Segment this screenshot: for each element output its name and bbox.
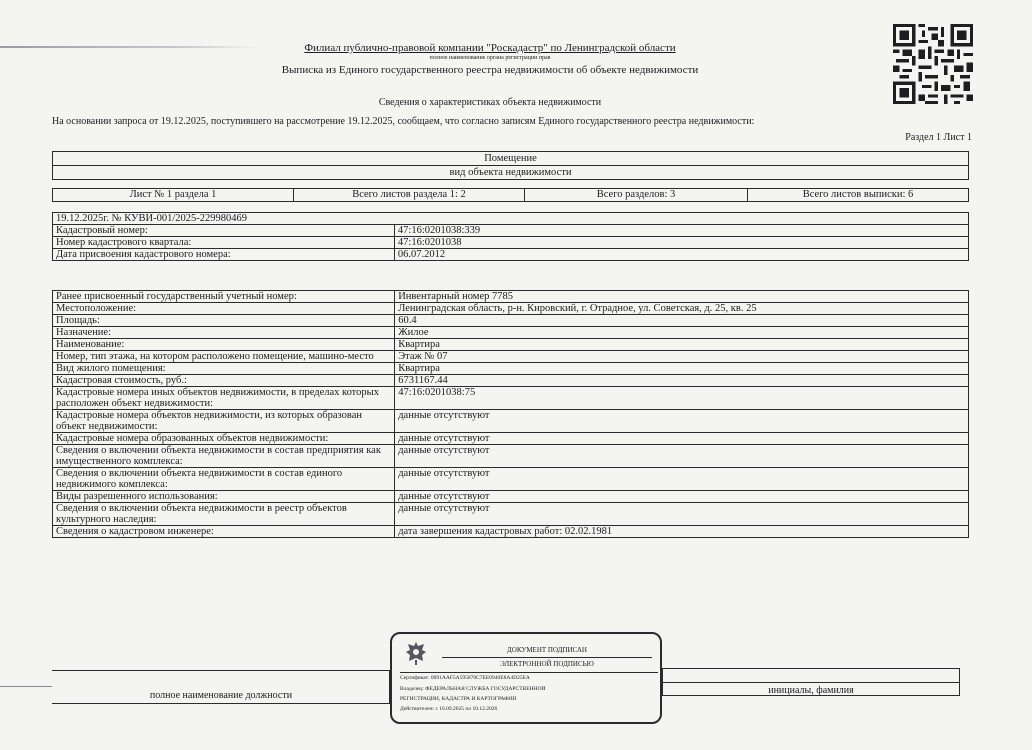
stamp-owner-line2: РЕГИСТРАЦИИ, КАДАСТРА И КАРТОГРАФИИ (400, 696, 517, 702)
row-value: данные отсутствуют (395, 491, 969, 503)
row-value: Квартира (395, 339, 969, 351)
object-type: Помещение (53, 152, 968, 166)
scan-artifact (0, 46, 260, 48)
electronic-signature-stamp (390, 632, 662, 724)
table-row (53, 249, 969, 261)
table-row (53, 291, 969, 303)
table-row (53, 327, 969, 339)
basis-text: На основании запроса от 19.12.2025, поступившего на рассмотрение 19.12.2025, сообщаем, что согласно записям Единого государственного реестра недвижимости: (52, 116, 755, 127)
object-type-caption: вид объекта недвижимости (449, 167, 572, 178)
total-sheets-section: Всего листов раздела 1: 2 (294, 189, 525, 201)
row-value: 60.4 (395, 315, 969, 327)
row-label: Ранее присвоенный государственный учетный номер: (53, 291, 395, 303)
row-value: 06.07.2012 (394, 249, 968, 261)
row-value: данные отсутствуют (395, 410, 969, 433)
row-label: Номер кадастрового квартала: (53, 237, 395, 249)
row-label: Местоположение: (53, 303, 395, 315)
qr-code-icon (893, 24, 973, 104)
stamp-line1: ДОКУМЕНТ ПОДПИСАН (507, 646, 587, 654)
table-row (53, 445, 969, 468)
coat-of-arms-icon (404, 640, 428, 666)
row-label: Кадастровые номера образованных объектов недвижимости: (53, 433, 395, 445)
row-label: Сведения о включении объекта недвижимости в состав единого недвижимого комплекса: (53, 468, 395, 491)
table-row (53, 503, 969, 526)
table-row (53, 237, 969, 249)
table-row (53, 351, 969, 363)
org-note: полное наименование органа регистрации прав (429, 55, 551, 61)
sheet-number: Лист № 1 раздела 1 (53, 189, 294, 201)
section-page-label: Раздел 1 Лист 1 (905, 132, 972, 143)
document-subtitle: Сведения о характеристиках объекта недвижимости (378, 97, 602, 108)
table-row (53, 491, 969, 503)
row-value: Квартира (395, 363, 969, 375)
object-type-box (52, 151, 969, 180)
row-label: Вид жилого помещения: (53, 363, 395, 375)
row-value: данные отсутствуют (395, 468, 969, 491)
row-label: Кадастровые номера иных объектов недвижимости, в пределах которых расположен объект недвижимости: (53, 387, 395, 410)
sheet-info-row (52, 188, 969, 202)
row-value: Этаж № 07 (395, 351, 969, 363)
table-row (53, 315, 969, 327)
org-name: Филиал публично-правовой компании "Роскадастр" по Ленинградской области (304, 42, 676, 54)
row-label: Назначение: (53, 327, 395, 339)
table-row (53, 410, 969, 433)
row-value: данные отсутствуют (395, 433, 969, 445)
table-row (53, 303, 969, 315)
row-value: дата завершения кадастровых работ: 02.02.1981 (395, 526, 969, 538)
table-row (53, 225, 969, 237)
row-label: Кадастровая стоимость, руб.: (53, 375, 395, 387)
row-value: данные отсутствуют (395, 503, 969, 526)
row-label: Кадастровые номера объектов недвижимости, из которых образован объект недвижимости: (53, 410, 395, 433)
row-label: Номер, тип этажа, на котором расположено помещение, машино-место (53, 351, 395, 363)
table-row (53, 339, 969, 351)
table-row (53, 375, 969, 387)
row-value: 47:16:0201038 (394, 237, 968, 249)
table-row (53, 363, 969, 375)
row-value: 47:16:0201038:75 (395, 387, 969, 410)
row-value: Жилое (395, 327, 969, 339)
position-caption: полное наименование должности (149, 690, 293, 701)
stamp-line2: ЭЛЕКТРОННОЙ ПОДПИСЬЮ (500, 660, 594, 668)
table-row (53, 468, 969, 491)
table-row (53, 387, 969, 410)
stamp-validity: Действителен: с 16.09.2025 по 10.12.2026 (400, 706, 498, 712)
row-label: Виды разрешенного использования: (53, 491, 395, 503)
stamp-certificate: Сертификат: 0091AAF5A595870C7EE0940E8A4D25EA (400, 675, 530, 681)
row-value: Инвентарный номер 7785 (395, 291, 969, 303)
ids-table (52, 212, 969, 261)
row-value: Ленинградская область, р-н. Кировский, г. Отрадное, ул. Советская, д. 25, кв. 25 (395, 303, 969, 315)
reference-row (53, 213, 969, 225)
row-label: Кадастровый номер: (53, 225, 395, 237)
total-sections: Всего разделов: 3 (525, 189, 748, 201)
signature-line (662, 682, 960, 683)
row-label: Дата присвоения кадастрового номера: (53, 249, 395, 261)
row-value: данные отсутствуют (395, 445, 969, 468)
row-label: Площадь: (53, 315, 395, 327)
table-row (53, 433, 969, 445)
stamp-owner-line1: Владелец: ФЕДЕРАЛЬНАЯ СЛУЖБА ГОСУДАРСТВЕННОЙ (400, 686, 546, 692)
total-sheets-extract: Всего листов выписки: 6 (802, 189, 914, 200)
scan-artifact-line (0, 686, 52, 687)
row-label: Сведения о включении объекта недвижимости в реестр объектов культурного наследия: (53, 503, 395, 526)
row-label: Наименование: (53, 339, 395, 351)
row-value: 6731167.44 (395, 375, 969, 387)
row-label: Сведения о включении объекта недвижимости в состав предприятия как имущественного комплекса: (53, 445, 395, 468)
row-value: 47:16:0201038:339 (394, 225, 968, 237)
details-table (52, 290, 969, 538)
table-row (53, 526, 969, 538)
stamp-divider (400, 672, 658, 673)
document-title: Выписка из Единого государственного реестра недвижимости об объекте недвижимости (281, 64, 699, 76)
reference-number: 19.12.2025г. № КУВИ-001/2025-229980469 (53, 213, 969, 225)
name-caption: инициалы, фамилия (768, 685, 854, 696)
stamp-divider (442, 657, 652, 658)
row-label: Сведения о кадастровом инженере: (53, 526, 395, 538)
